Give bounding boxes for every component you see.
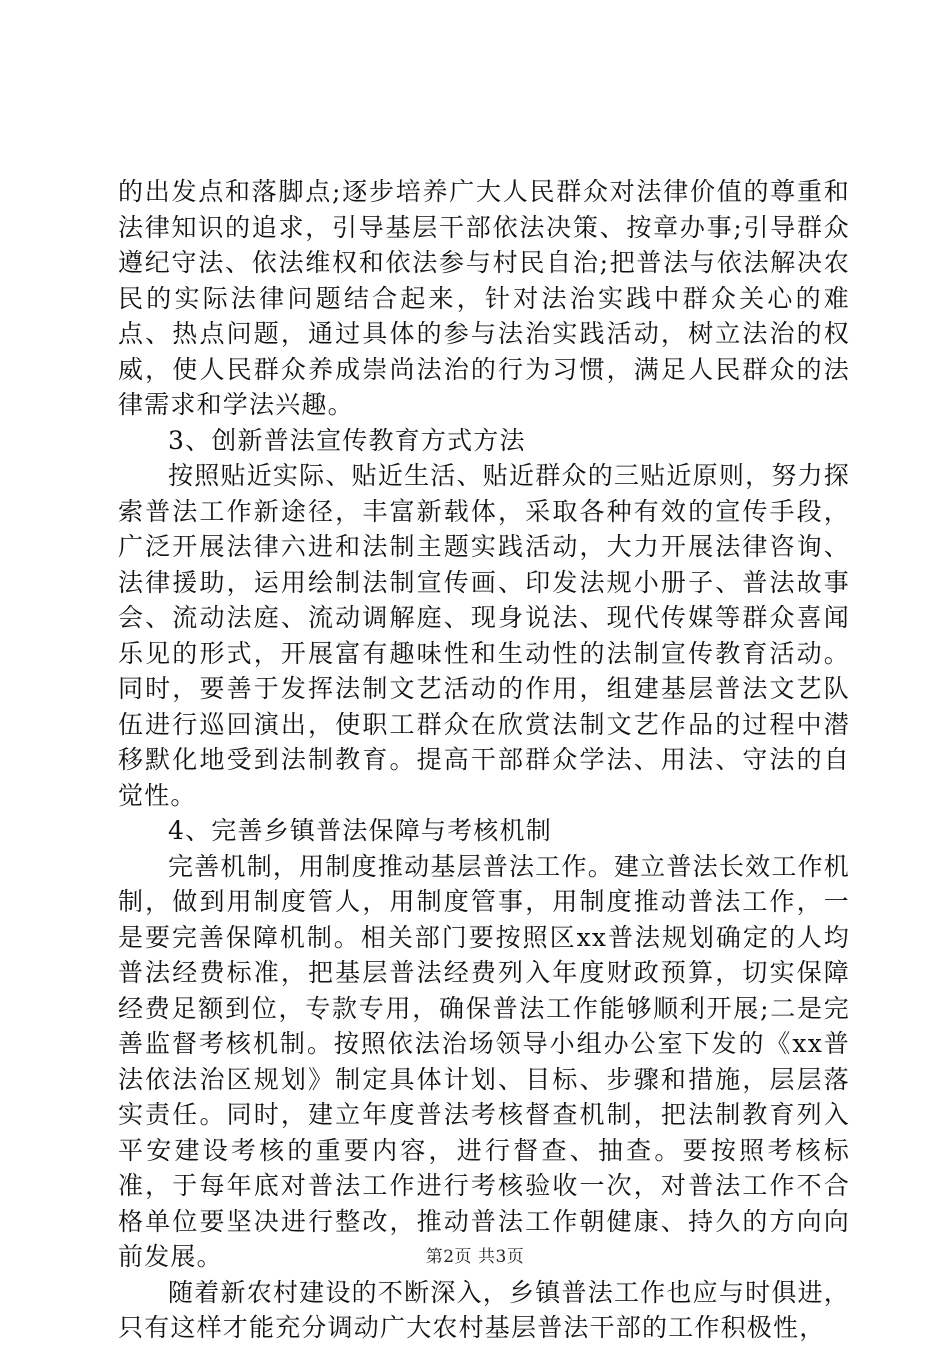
- paragraph-section-4: 完善机制，用制度推动基层普法工作。建立普法长效工作机制，做到用制度管人，用制度管事，用制度推动普法工作，一是要完善保障机制。相关部门要按照区xx普法规划确定的人均普法经费标准，把基层普法经费列入年度财政预算，切实保障经费足额到位，专款专用，确保普法工作能够顺利开展;二是完善监督考核机制。按照依法治场领导小组办公室下发的《xx普法依法治区规划》制定具体计划、目标、步骤和措施，层层落实责任。同时，建立年度普法考核督查机制，把法制教育列入平安建设考核的重要内容，进行督查、抽查。要按照考核标准，于每年底对普法工作进行考核验收一次，对普法工作不合格单位要坚决进行整改，推动普法工作朝健康、持久的方向向前发展。: [118, 851, 850, 1271]
- paragraph-section-3: 按照贴近实际、贴近生活、贴近群众的三贴近原则，努力探索普法工作新途径，丰富新载体，采取各种有效的宣传手段，广泛开展法律六进和法制主题实践活动，大力开展法律咨询、法律援助，运用绘制法制宣传画、印发法规小册子、普法故事会、流动法庭、流动调解庭、现身说法、现代传媒等群众喜闻乐见的形式，开展富有趣味性和生动性的法制宣传教育活动。同时，要善于发挥法制文艺活动的作用，组建基层普法文艺队伍进行巡回演出，使职工群众在欣赏法制文艺作品的过程中潜移默化地受到法制教育。提高干部群众学法、用法、守法的自觉性。: [118, 461, 850, 810]
- document-body: [118, 174, 850, 1346]
- section-heading-4: 4、完善乡镇普法保障与考核机制: [168, 816, 552, 845]
- page-number-footer: 第2页 共3页: [425, 1247, 525, 1267]
- paragraph-continuation: 的出发点和落脚点;逐步培养广大人民群众对法律价值的尊重和法律知识的追求，引导基层干部依法决策、按章办事;引导群众遵纪守法、依法维权和依法参与村民自治;把普法与依法解决农民的实际法律问题结合起来，针对法治实践中群众关心的难点、热点问题，通过具体的参与法治实践活动，树立法治的权威，使人民群众养成崇尚法治的行为习惯，满足人民群众的法律需求和学法兴趣。: [118, 177, 850, 419]
- section-heading-3: 3、创新普法宣传教育方式方法: [168, 425, 526, 455]
- paragraph-closing: 随着新农村建设的不断深入，乡镇普法工作也应与时俱进，只有这样才能充分调动广大农村基层普法干部的工作积极性，: [118, 1277, 850, 1342]
